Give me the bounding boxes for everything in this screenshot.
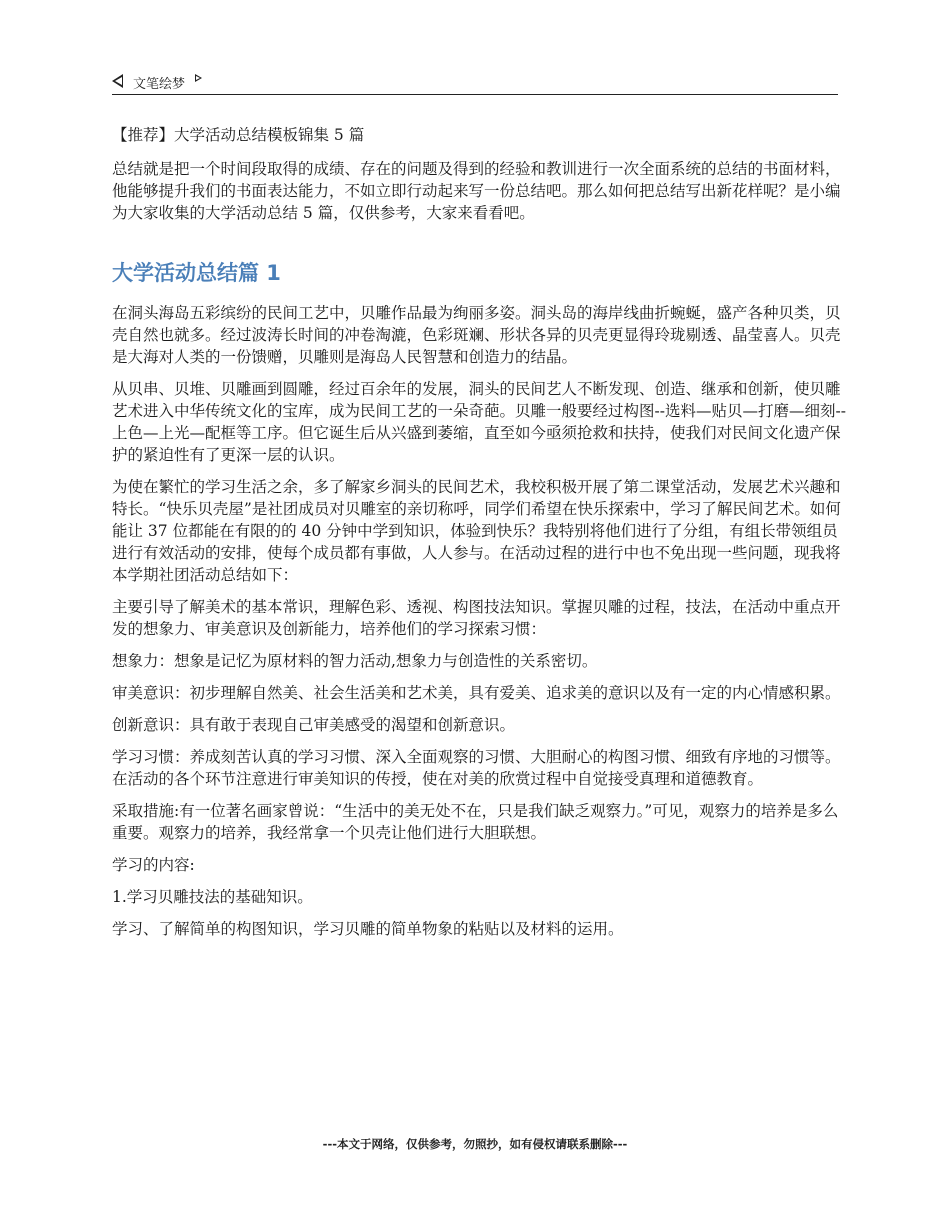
paragraph: 1.学习贝雕技法的基础知识。 [112,888,313,906]
paragraph: 采取措施:有一位著名画家曾说：“生活中的美无处不在，只是我们缺乏观察力。”可见，观察力的培养是多么重要。观察力的培养，我经常拿一个贝壳让他们进行大胆联想。 [112,802,839,842]
paragraph: 学习习惯：养成刻苦认真的学习习惯、深入全面观察的习惯、大胆耐心的构图习惯、细致有序地的习惯等。在活动的各个环节注意进行审美知识的传授，使在对美的欣赏过程中自觉接受真理和道德教育。 [112,748,841,788]
intro-paragraph: 总结就是把一个时间段取得的成绩、存在的问题及得到的经验和教训进行一次全面系统的总结的书面材料，他能够提升我们的书面表达能力，不如立即行动起来写一份总结吧。那么如何把总结写出新花样呢？是小编为大家收集的大学活动总结 5 篇，仅供参考，大家来看看吧。 [112,160,841,222]
section-heading: 大学活动总结篇 1 [112,261,281,285]
paragraph: 想象力：想象是记忆为原材料的智力活动,想象力与创造性的关系密切。 [112,652,598,670]
triangle-right-icon [195,74,202,82]
paragraph: 创新意识：具有敢于表现自己审美感受的渴望和创新意识。 [112,716,516,734]
document-body [112,124,852,950]
paragraph: 学习、了解简单的构图知识，学习贝雕的简单物象的粘贴以及材料的运用。 [112,920,624,938]
paragraph: 审美意识：初步理解自然美、社会生活美和艺术美，具有爱美、追求美的意识以及有一定的内心情感积累。 [112,684,841,702]
footer-notice: ---本文于网络，仅供参考，勿照抄，如有侵权请联系删除--- [322,1137,628,1151]
paragraph: 为使在繁忙的学习生活之余，多了解家乡洞头的民间艺术，我校积极开展了第二课堂活动，发展艺术兴趣和特长。“快乐贝壳屋”是社团成员对贝雕室的亲切称呼，同学们希望在快乐探索中，学习了解民间艺术。如何能让 37 位都能在有限的的 40 分钟中学到知识，体验到快乐？我特别将他们进行了分组，有组长带领组员进行有效活动的安排，使每个成员都有事做，人人参与。在活动过程的进行中也不免出现一些问题，现我将本学期社团活动总结如下： [112,478,841,584]
brand-name: 文笔绘梦 [133,76,186,92]
paragraph: 主要引导了解美术的基本常识，理解色彩、透视、构图技法知识。掌握贝雕的过程，技法，在活动中重点开发的想象力、审美意识及创新能力，培养他们的学习探索习惯： [112,598,841,638]
page-header [112,70,838,95]
triangle-left-icon [112,74,123,88]
paragraph: 学习的内容: [112,856,195,874]
paragraph: 从贝串、贝堆、贝雕画到圆雕，经过百余年的发展，洞头的民间艺人不断发现、创造、继承和创新，使贝雕艺术进入中华传统文化的宝库，成为民间工艺的一朵奇葩。贝雕一般要经过构图--选料—贴贝—打磨—细刻--上色—上光—配框等工序。但它诞生后从兴盛到萎缩，直至如今亟须抢救和扶持，使我们对民间文化遗产保护的紧迫性有了更深一层的认识。 [112,380,846,464]
document-title: 【推荐】大学活动总结模板锦集 5 篇 [112,126,365,144]
paragraph: 在洞头海岛五彩缤纷的民间工艺中，贝雕作品最为绚丽多姿。洞头岛的海岸线曲折蜿蜒，盛产各种贝类，贝壳自然也就多。经过波涛长时间的冲卷淘漉，色彩斑斓、形状各异的贝壳更显得玲珑剔透、晶莹喜人。贝壳是大海对人类的一份馈赠，贝雕则是海岛人民智慧和创造力的结晶。 [112,304,841,366]
